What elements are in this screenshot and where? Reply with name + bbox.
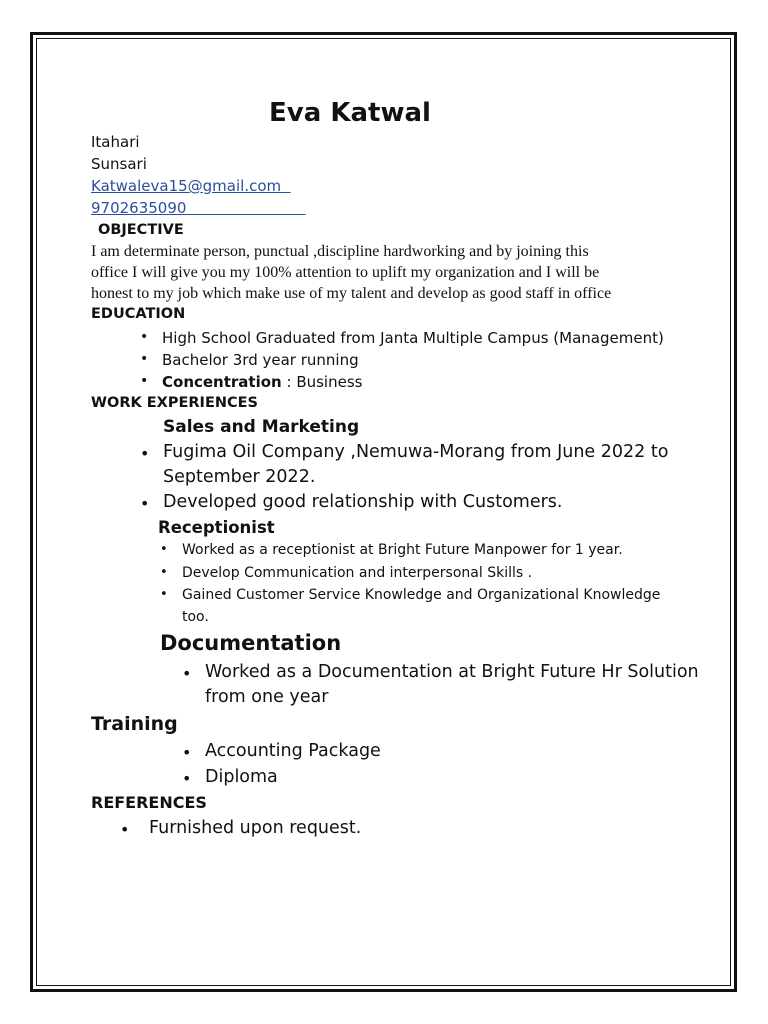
receptionist-item-text: Gained Customer Service Knowledge and Organizational Knowledge — [182, 587, 661, 603]
sales-item-text: Developed good relationship with Customers. — [163, 492, 563, 512]
documentation-item-text: Worked as a Documentation at Bright Future Hr Solution — [205, 662, 699, 682]
bullet-icon: • — [182, 664, 192, 683]
objective-heading: OBJECTIVE — [98, 222, 184, 238]
objective-line-1: I am determinate person, punctual ,discipline hardworking and by joining this — [91, 243, 589, 260]
training-item-text: Accounting Package — [205, 741, 381, 761]
education-item-text: High School Graduated from Janta Multiple Campus (Management) — [162, 329, 664, 347]
education-heading: EDUCATION — [91, 306, 186, 322]
resume-name: Eva Katwal — [269, 98, 431, 128]
bullet-icon: • — [120, 820, 130, 839]
objective-line-3: honest to my job which make use of my talent and develop as good staff in office — [91, 285, 612, 302]
education-concentration — [162, 373, 362, 391]
receptionist-title: Receptionist — [158, 518, 275, 537]
sales-item-text: Fugima Oil Company ,Nemuwa-Morang from June 2022 to — [163, 442, 669, 462]
documentation-title: Documentation — [160, 631, 342, 655]
bullet-icon: • — [182, 743, 192, 762]
references-item-text: Furnished upon request. — [149, 818, 362, 838]
objective-line-2: office I will give you my 100% attention to uplift my organization and I will be — [91, 264, 600, 281]
bullet-icon: • — [140, 373, 149, 389]
training-item-text: Diploma — [205, 767, 278, 787]
receptionist-item-text: Develop Communication and interpersonal Skills . — [182, 565, 533, 581]
receptionist-item-continuation: too. — [182, 609, 209, 625]
bullet-icon: • — [160, 587, 168, 602]
bullet-icon: • — [140, 329, 149, 345]
bullet-icon: • — [140, 494, 150, 513]
receptionist-item-text: Worked as a receptionist at Bright Future Manpower for 1 year. — [182, 542, 623, 558]
contact-email-link[interactable]: Katwaleva15@gmail.com — [91, 177, 282, 195]
bullet-icon: • — [182, 769, 192, 788]
concentration-label: Concentration — [162, 373, 282, 391]
concentration-value: : Business — [281, 373, 363, 391]
sales-title: Sales and Marketing — [163, 417, 360, 437]
contact-city: Itahari — [91, 133, 140, 151]
training-heading: Training — [91, 713, 178, 735]
bullet-icon: • — [140, 351, 149, 367]
bullet-icon: • — [140, 444, 150, 463]
sales-item-continuation: September 2022. — [163, 467, 316, 487]
contact-district: Sunsari — [91, 155, 147, 173]
education-item-text: Bachelor 3rd year running — [162, 351, 359, 369]
references-heading: REFERENCES — [91, 793, 207, 812]
bullet-icon: • — [160, 542, 168, 557]
documentation-item-continuation: from one year — [205, 687, 329, 707]
bullet-icon: • — [160, 565, 168, 580]
work-heading: WORK EXPERIENCES — [91, 395, 258, 411]
contact-phone-link[interactable]: 9702635090 — [91, 199, 187, 217]
